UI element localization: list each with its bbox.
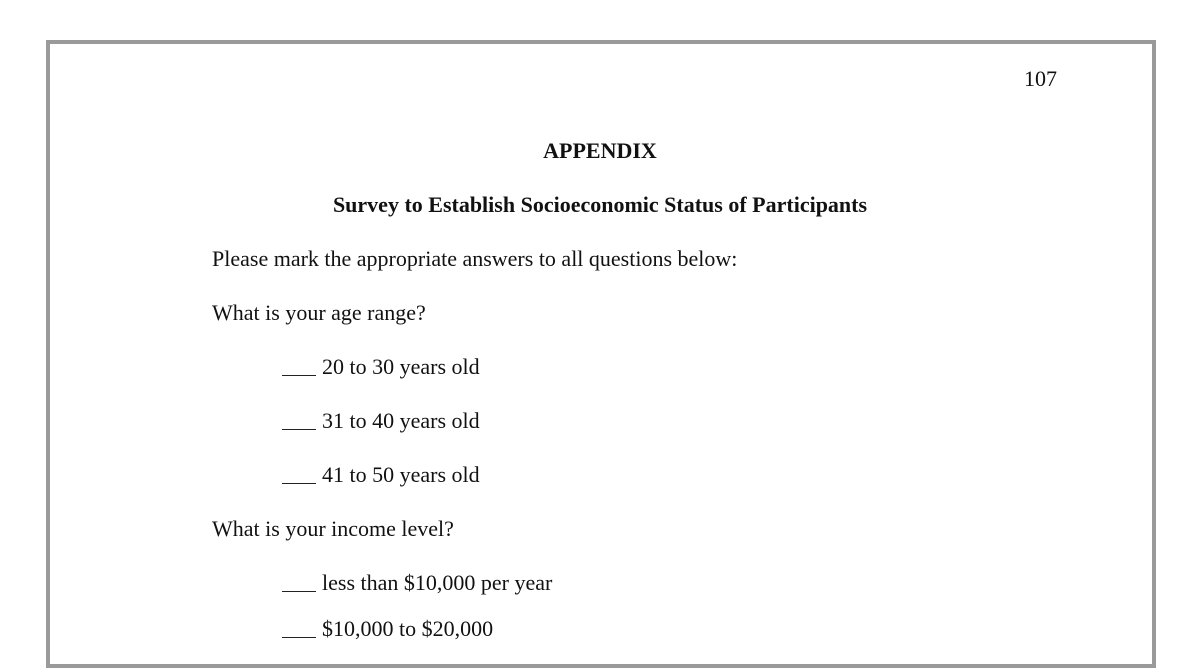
question-income: What is your income level? xyxy=(212,516,454,541)
answer-blank[interactable] xyxy=(282,483,316,484)
answer-option-label: 20 to 30 years old xyxy=(322,354,480,379)
appendix-title: APPENDIX xyxy=(543,138,657,163)
answer-option-label: less than $10,000 per year xyxy=(322,570,553,595)
answer-option[interactable] xyxy=(282,462,480,488)
answer-option-label: 41 to 50 years old xyxy=(322,462,480,487)
answer-blank[interactable] xyxy=(282,429,316,430)
answer-option-label: $10,000 to $20,000 xyxy=(322,616,494,641)
answer-blank[interactable] xyxy=(282,591,316,592)
page-number: 107 xyxy=(1024,66,1057,91)
answer-blank[interactable] xyxy=(282,637,316,638)
answer-blank[interactable] xyxy=(282,375,316,376)
answer-option[interactable] xyxy=(282,570,552,596)
answer-option-label: 31 to 40 years old xyxy=(322,408,480,433)
document-page xyxy=(46,40,1156,668)
survey-title: Survey to Establish Socioeconomic Status of Participants xyxy=(332,192,868,217)
answer-option[interactable] xyxy=(282,354,480,380)
answer-option[interactable] xyxy=(282,408,480,434)
answer-option-clipped[interactable] xyxy=(282,616,494,641)
question-age: What is your age range? xyxy=(212,300,426,325)
instructions-text: Please mark the appropriate answers to all questions below: xyxy=(212,246,738,271)
